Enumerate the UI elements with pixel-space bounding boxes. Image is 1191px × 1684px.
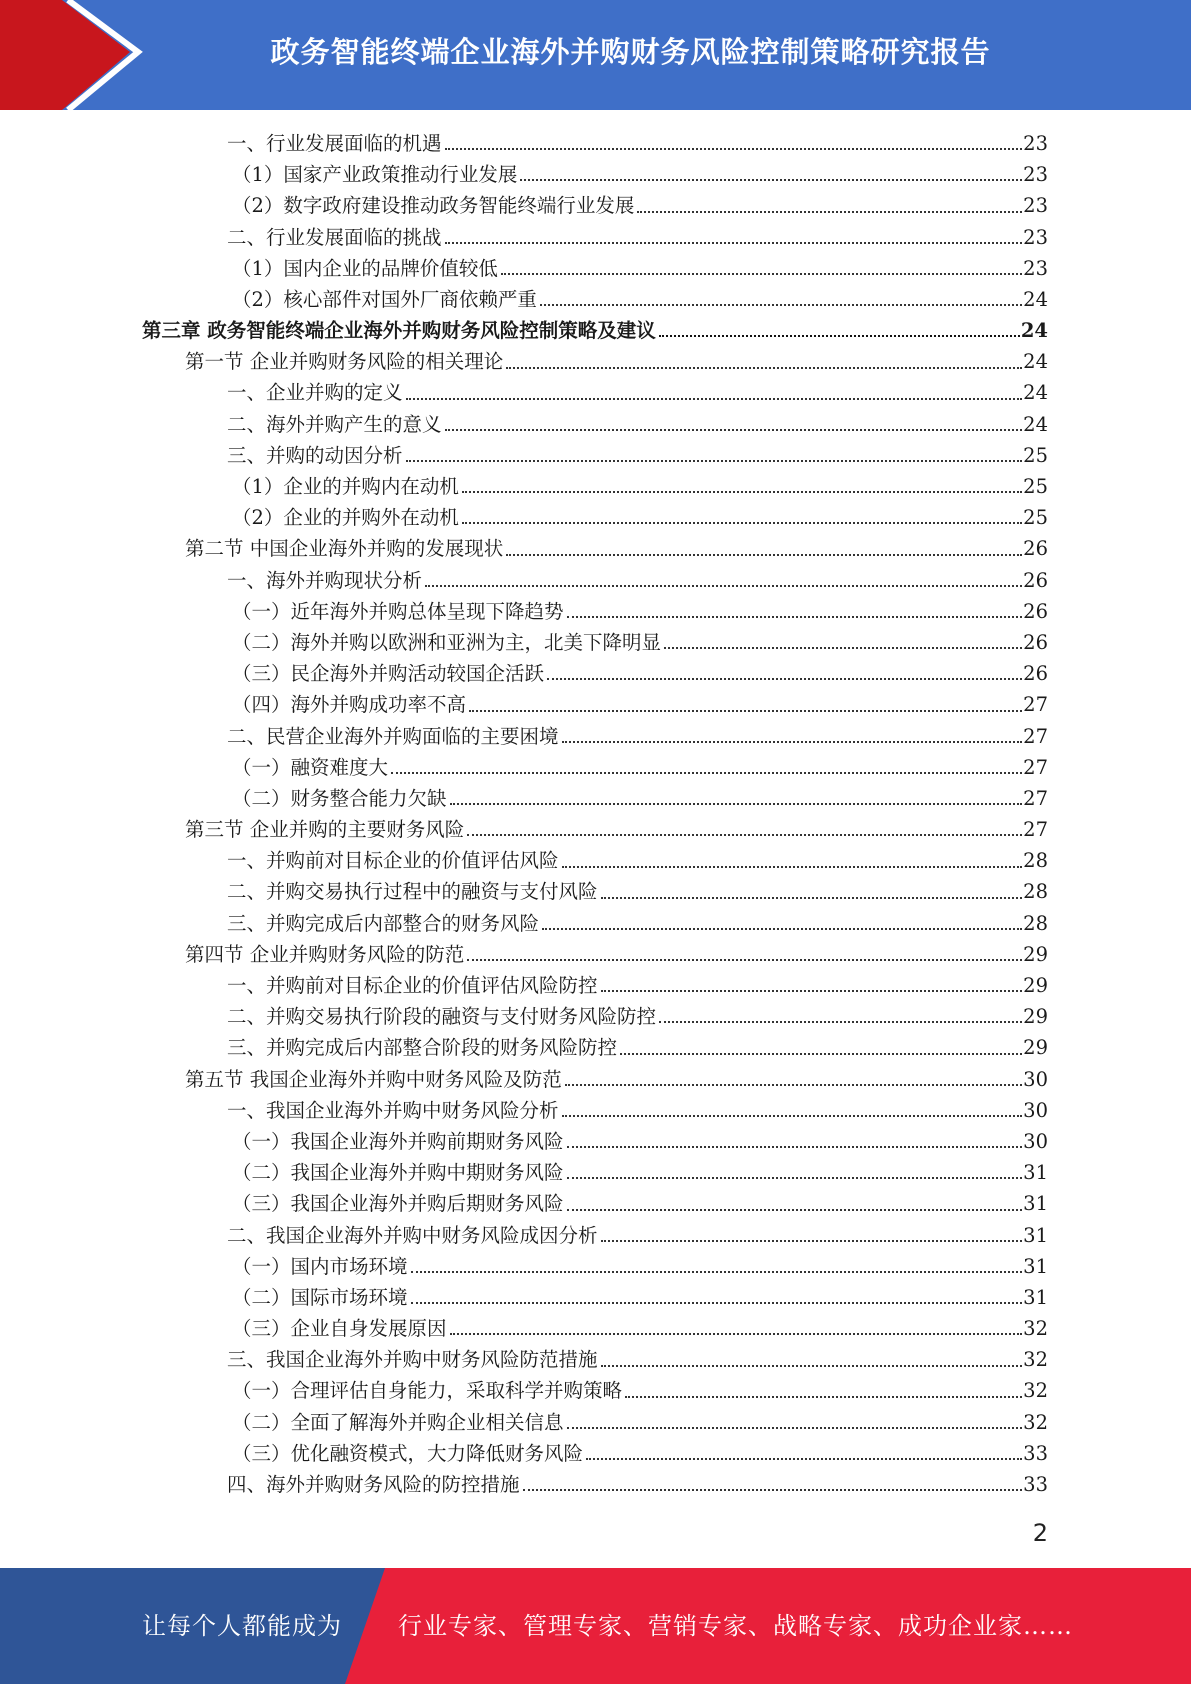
toc-entry[interactable]	[142, 596, 1048, 627]
toc-entry-title: 三、并购的动因分析	[227, 443, 403, 467]
toc-entry[interactable]	[142, 1032, 1048, 1063]
toc-entry-title: （1）国内企业的品牌价值较低	[232, 256, 498, 280]
toc-entry-page: 26	[1023, 537, 1048, 561]
page-header	[0, 0, 1191, 110]
toc-entry-title: （一）国内市场环境	[232, 1254, 408, 1278]
toc-entry-page: 33	[1023, 1473, 1048, 1497]
toc-dot-leader	[562, 1115, 1023, 1117]
toc-dot-leader	[601, 1365, 1023, 1367]
toc-entry-title: （四）海外并购成功率不高	[232, 693, 467, 717]
toc-entry[interactable]	[142, 1282, 1048, 1313]
toc-dot-leader	[567, 1427, 1023, 1429]
toc-entry[interactable]	[142, 128, 1048, 159]
toc-entry-page: 32	[1023, 1379, 1048, 1403]
toc-entry-page: 28	[1023, 849, 1048, 873]
toc-entry[interactable]	[142, 315, 1048, 346]
toc-entry-page: 24	[1023, 350, 1048, 374]
toc-entry-page: 26	[1023, 599, 1048, 623]
toc-entry[interactable]	[142, 845, 1048, 876]
toc-entry-title: （二）财务整合能力欠缺	[232, 786, 447, 810]
toc-entry-page: 31	[1023, 1192, 1048, 1216]
toc-entry[interactable]	[142, 409, 1048, 440]
toc-entry-title: 一、海外并购现状分析	[227, 568, 423, 592]
toc-entry[interactable]	[142, 1095, 1048, 1126]
toc-entry-title: （一）我国企业海外并购前期财务风险	[232, 1129, 564, 1153]
toc-entry[interactable]	[142, 752, 1048, 783]
toc-dot-leader	[501, 273, 1022, 275]
toc-entry-title: （三）优化融资模式，大力降低财务风险	[232, 1441, 584, 1465]
toc-dot-leader	[567, 1146, 1023, 1148]
toc-dot-leader	[469, 710, 1022, 712]
toc-dot-leader	[601, 990, 1023, 992]
toc-entry-title: 一、并购前对目标企业的价值评估风险防控	[227, 974, 598, 998]
toc-entry[interactable]	[142, 284, 1048, 315]
toc-entry-title: （2）企业的并购外在动机	[232, 506, 459, 530]
toc-entry[interactable]	[142, 1001, 1048, 1032]
toc-dot-leader	[467, 834, 1022, 836]
toc-entry-title: （一）近年海外并购总体呈现下降趋势	[232, 599, 564, 623]
toc-entry-title: 二、并购交易执行过程中的融资与支付风险	[227, 880, 598, 904]
toc-entry[interactable]	[142, 1251, 1048, 1282]
toc-entry[interactable]	[142, 1469, 1048, 1500]
toc-entry-page: 29	[1023, 974, 1048, 998]
toc-entry-title: 三、并购完成后内部整合阶段的财务风险防控	[227, 1036, 618, 1060]
toc-dot-leader	[445, 148, 1023, 150]
toc-entry-title: （1）企业的并购内在动机	[232, 475, 459, 499]
toc-entry-title: （1）国家产业政策推动行业发展	[232, 163, 518, 187]
toc-entry[interactable]	[142, 1344, 1048, 1375]
toc-entry[interactable]	[142, 1438, 1048, 1469]
toc-entry-page: 23	[1023, 163, 1048, 187]
toc-entry-title: 二、行业发展面临的挑战	[227, 225, 442, 249]
toc-entry-title: 第三节 企业并购的主要财务风险	[185, 818, 465, 842]
toc-dot-leader	[659, 335, 1020, 337]
toc-entry-page: 31	[1023, 1161, 1048, 1185]
toc-dot-leader	[567, 616, 1023, 618]
toc-dot-leader	[547, 678, 1022, 680]
toc-entry[interactable]	[142, 190, 1048, 221]
page-footer	[0, 1568, 1191, 1684]
toc-entry-page: 27	[1023, 818, 1048, 842]
toc-entry-title: 第四节 企业并购财务风险的防范	[185, 942, 465, 966]
toc-entry-page: 27	[1023, 755, 1048, 779]
toc-entry-page: 26	[1023, 568, 1048, 592]
toc-entry[interactable]	[142, 908, 1048, 939]
toc-entry-title: 三、并购完成后内部整合的财务风险	[227, 911, 540, 935]
toc-entry-page: 30	[1023, 1067, 1048, 1091]
toc-entry[interactable]	[142, 877, 1048, 908]
toc-entry[interactable]	[142, 814, 1048, 845]
toc-dot-leader	[391, 772, 1022, 774]
toc-dot-leader	[523, 1489, 1023, 1491]
toc-entry[interactable]	[142, 440, 1048, 471]
toc-entry-page: 27	[1023, 724, 1048, 748]
toc-entry-title: 二、海外并购产生的意义	[227, 412, 442, 436]
toc-entry-page: 26	[1023, 630, 1048, 654]
toc-entry-title: 一、企业并购的定义	[227, 381, 403, 405]
toc-entry-page: 33	[1023, 1441, 1048, 1465]
toc-dot-leader	[637, 211, 1022, 213]
toc-entry-title: （二）海外并购以欧洲和亚洲为主，北美下降明显	[232, 630, 662, 654]
toc-dot-leader	[586, 1458, 1022, 1460]
toc-dot-leader	[520, 179, 1022, 181]
toc-entry-page: 32	[1023, 1348, 1048, 1372]
toc-dot-leader	[411, 1302, 1023, 1304]
toc-entry[interactable]	[142, 939, 1048, 970]
toc-entry-page: 23	[1023, 225, 1048, 249]
toc-entry[interactable]	[142, 222, 1048, 253]
footer-slogan-right: 行业专家、管理专家、营销专家、战略专家、成功企业家……	[398, 1612, 1073, 1640]
toc-entry-title: 第五节 我国企业海外并购中财务风险及防范	[185, 1067, 562, 1091]
toc-dot-leader	[565, 1084, 1022, 1086]
toc-entry[interactable]	[142, 471, 1048, 502]
toc-entry-page: 32	[1023, 1317, 1048, 1341]
toc-entry-title: （三）民企海外并购活动较国企活跃	[232, 662, 545, 686]
toc-entry-page: 24	[1023, 412, 1048, 436]
table-of-contents	[142, 128, 1048, 1500]
toc-dot-leader	[601, 1240, 1023, 1242]
toc-dot-leader	[445, 429, 1023, 431]
page-number: 2	[1032, 1519, 1048, 1547]
toc-entry-page: 31	[1023, 1223, 1048, 1247]
toc-dot-leader	[450, 1333, 1023, 1335]
toc-dot-leader	[462, 522, 1022, 524]
toc-entry-page: 23	[1023, 256, 1048, 280]
toc-entry-title: 第一节 企业并购财务风险的相关理论	[185, 350, 504, 374]
toc-entry-page: 32	[1023, 1410, 1048, 1434]
toc-entry[interactable]	[142, 346, 1048, 377]
toc-entry-page: 31	[1023, 1285, 1048, 1309]
toc-entry-title: （三）我国企业海外并购后期财务风险	[232, 1192, 564, 1216]
toc-entry-title: （二）全面了解海外并购企业相关信息	[232, 1410, 564, 1434]
toc-entry-title: 第三章 政务智能终端企业海外并购财务风险控制策略及建议	[142, 319, 656, 343]
toc-dot-leader	[406, 398, 1023, 400]
toc-entry-page: 23	[1023, 194, 1048, 218]
toc-entry[interactable]	[142, 1376, 1048, 1407]
toc-entry[interactable]	[142, 378, 1048, 409]
toc-entry-page: 28	[1023, 880, 1048, 904]
toc-entry[interactable]	[142, 721, 1048, 752]
toc-entry-page: 25	[1023, 475, 1048, 499]
toc-entry[interactable]	[142, 689, 1048, 720]
toc-entry-title: （二）我国企业海外并购中期财务风险	[232, 1161, 564, 1185]
toc-entry-page: 26	[1023, 662, 1048, 686]
toc-dot-leader	[542, 928, 1022, 930]
toc-entry[interactable]	[142, 1407, 1048, 1438]
toc-entry-page: 30	[1023, 1098, 1048, 1122]
toc-entry-page: 28	[1023, 911, 1048, 935]
toc-entry[interactable]	[142, 502, 1048, 533]
toc-entry-page: 27	[1023, 786, 1048, 810]
toc-entry-title: 第二节 中国企业海外并购的发展现状	[185, 537, 504, 561]
toc-dot-leader	[664, 647, 1022, 649]
toc-entry-page: 29	[1023, 1005, 1048, 1029]
toc-dot-leader	[462, 491, 1022, 493]
toc-entry[interactable]	[142, 1220, 1048, 1251]
toc-dot-leader	[625, 1396, 1022, 1398]
toc-dot-leader	[445, 242, 1023, 244]
toc-dot-leader	[567, 1177, 1023, 1179]
toc-entry[interactable]	[142, 1126, 1048, 1157]
toc-dot-leader	[450, 803, 1023, 805]
report-title: 政务智能终端企业海外并购财务风险控制策略研究报告	[270, 34, 991, 69]
toc-entry-page: 24	[1023, 287, 1048, 311]
toc-entry-title: （2）数字政府建设推动政务智能终端行业发展	[232, 194, 635, 218]
toc-dot-leader	[406, 460, 1023, 462]
toc-dot-leader	[562, 741, 1023, 743]
toc-entry-page: 29	[1023, 1036, 1048, 1060]
toc-entry-title: 二、并购交易执行阶段的融资与支付财务风险防控	[227, 1005, 657, 1029]
toc-dot-leader	[425, 585, 1022, 587]
header-red-chevron	[0, 0, 150, 110]
toc-entry-title: （一）合理评估自身能力，采取科学并购策略	[232, 1379, 623, 1403]
toc-dot-leader	[506, 554, 1022, 556]
toc-entry-title: （2）核心部件对国外厂商依赖严重	[232, 287, 537, 311]
toc-entry-title: 二、民营企业海外并购面临的主要困境	[227, 724, 559, 748]
toc-entry-title: （二）国际市场环境	[232, 1285, 408, 1309]
toc-entry[interactable]	[142, 533, 1048, 564]
toc-dot-leader	[601, 897, 1023, 899]
footer-slogan-left: 让每个人都能成为	[142, 1612, 342, 1640]
toc-entry-title: （三）企业自身发展原因	[232, 1317, 447, 1341]
toc-dot-leader	[620, 1053, 1022, 1055]
toc-dot-leader	[540, 304, 1022, 306]
toc-entry[interactable]	[142, 1188, 1048, 1219]
toc-entry-title: 一、行业发展面临的机遇	[227, 131, 442, 155]
toc-entry[interactable]	[142, 1064, 1048, 1095]
toc-entry[interactable]	[142, 658, 1048, 689]
toc-entry-page: 25	[1023, 506, 1048, 530]
toc-entry-page: 24	[1020, 319, 1048, 343]
toc-entry-title: 一、我国企业海外并购中财务风险分析	[227, 1098, 559, 1122]
toc-entry[interactable]	[142, 783, 1048, 814]
toc-dot-leader	[506, 367, 1022, 369]
toc-dot-leader	[467, 959, 1022, 961]
toc-entry-title: 二、我国企业海外并购中财务风险成因分析	[227, 1223, 598, 1247]
toc-entry[interactable]	[142, 970, 1048, 1001]
toc-entry[interactable]	[142, 159, 1048, 190]
toc-dot-leader	[567, 1209, 1023, 1211]
toc-entry[interactable]	[142, 627, 1048, 658]
toc-entry-page: 25	[1023, 443, 1048, 467]
toc-dot-leader	[411, 1271, 1023, 1273]
toc-entry-page: 27	[1023, 693, 1048, 717]
toc-entry[interactable]	[142, 1313, 1048, 1344]
toc-entry-page: 30	[1023, 1129, 1048, 1153]
toc-entry-page: 23	[1023, 131, 1048, 155]
toc-entry-title: 四、海外并购财务风险的防控措施	[227, 1473, 520, 1497]
toc-dot-leader	[659, 1021, 1022, 1023]
toc-entry[interactable]	[142, 253, 1048, 284]
toc-entry[interactable]	[142, 1157, 1048, 1188]
toc-entry-title: （一）融资难度大	[232, 755, 389, 779]
toc-entry-page: 29	[1023, 942, 1048, 966]
toc-entry[interactable]	[142, 565, 1048, 596]
toc-entry-title: 一、并购前对目标企业的价值评估风险	[227, 849, 559, 873]
toc-dot-leader	[562, 866, 1023, 868]
toc-entry-title: 三、我国企业海外并购中财务风险防范措施	[227, 1348, 598, 1372]
toc-entry-page: 31	[1023, 1254, 1048, 1278]
toc-entry-page: 24	[1023, 381, 1048, 405]
